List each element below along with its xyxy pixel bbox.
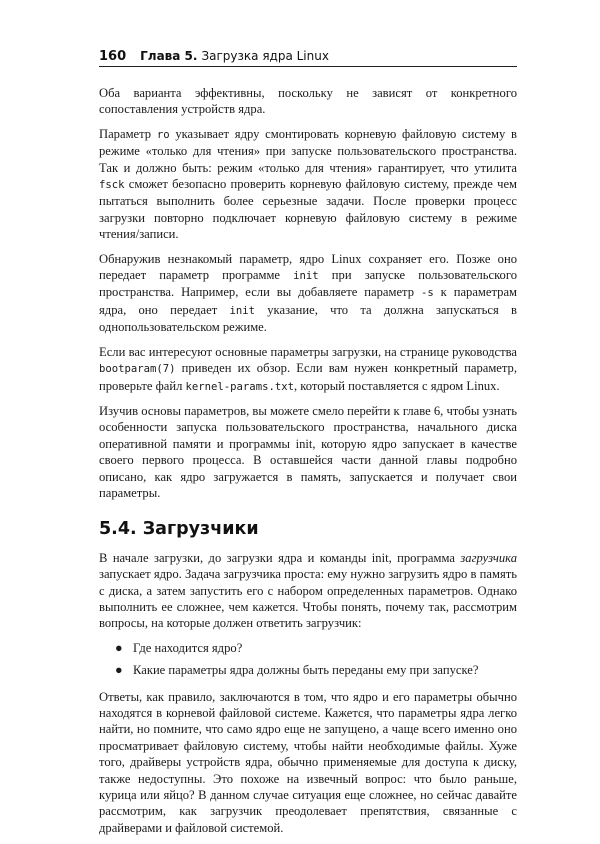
code-ro: ro [156,128,170,141]
question-list [99,640,517,679]
chapter-title: Загрузка ядра Linux [201,49,329,63]
code-s-flag: -s [420,287,434,300]
code-init: init [293,270,319,283]
code-bootparam: bootparam(7) [99,363,176,376]
page-number: 160 [99,49,127,64]
running-header [99,45,517,63]
section-heading: 5.4. Загрузчики [99,519,259,540]
paragraph-7: Ответы, как правило, заключаются в том, что ядро и его параметры обычно находятся в корневой файловой системе. Кажется, что параметры ядра легко найти, но помните, что само ядро еще не запущено, а чаще всего именно оно просматривает файловую систему, чтобы найти необходимые файлы. Хуже того, драйверы устройств ядра, обычно применяемые для доступа к диску, также недоступны. Это похоже на извечный вопрос: что было раньше, курица или яйцо? В данном случае ситуация еще сложнее, но сейчас давайте рассмотрим, как загрузчик преодолевает препятствия, связанные с драйверами и файловой системой. [99,689,517,835]
paragraph-3: Обнаружив незнакомый параметр, ядро Linux сохраняет его. Позже оно передает параметр программе init при запуске пользовательского пространства. Например, если вы добавляете параметр -s к параметрам ядра, оно передает init указание, что та должна запускаться в однопользовательском режиме. [99,251,518,335]
code-kernel-params: kernel-params.txt [185,380,294,393]
paragraph-2: Параметр ro указывает ядру смонтировать корневую файловую систему в режиме «только для чтения» при запуске пользовательского пространства. Так и должно быть: режим «только для чтения» гарантирует, что утилита fsck сможет безопасно проверить корневую файловую систему, прежде чем пытаться выполнить более серьезные задачи. После проверки процесс загрузки повторно подключает корневую файловую систему в режиме чтения/записи. [99,126,517,242]
term-bootloader: загрузчика [460,550,517,565]
code-init-2: init [229,304,255,317]
paragraph-6: В начале загрузки, до загрузки ядра и команды init, программа загрузчика запускает ядро. Задача загрузчика проста: ему нужно загрузить ядро в память с диска, а затем запустить его с набором определенных параметров. Однако выполнить ее сложнее, чем кажется. Чтобы понять, почему так, рассмотрим вопросы, на которые должен ответить загрузчик: [99,550,517,631]
bullet-icon: ● [115,640,123,655]
bullet-icon: ● [115,663,123,678]
list-item: ● Какие параметры ядра должны быть переданы ему при запуске? [115,663,479,678]
paragraph-1: Оба варианта эффективны, поскольку не зависят от конкретного сопоставления устройств ядра. [99,86,517,117]
header-rule [99,66,517,67]
page-body [99,85,517,844]
paragraph-5: Изучив основы параметров, вы можете смело перейти к главе 6, чтобы узнать особенности запуска пользовательского пространства, начального диска оперативной памяти и программы init, которую ядро запускает в качестве своего первого процесса. В оставшейся части данной главы подробно описано, как ядро загружается в память, запускается и получает свои параметры. [99,403,517,500]
code-fsck: fsck [99,179,125,192]
chapter-label: Глава 5. [140,49,198,63]
list-item: ● Где находится ядро? [115,640,243,655]
paragraph-4: Если вас интересуют основные параметры загрузки, на странице руководства bootparam(7) приведен их обзор. Если вам нужен конкретный параметр, проверьте файл kernel-params.txt, который поставляется с ядром Linux. [99,344,517,393]
